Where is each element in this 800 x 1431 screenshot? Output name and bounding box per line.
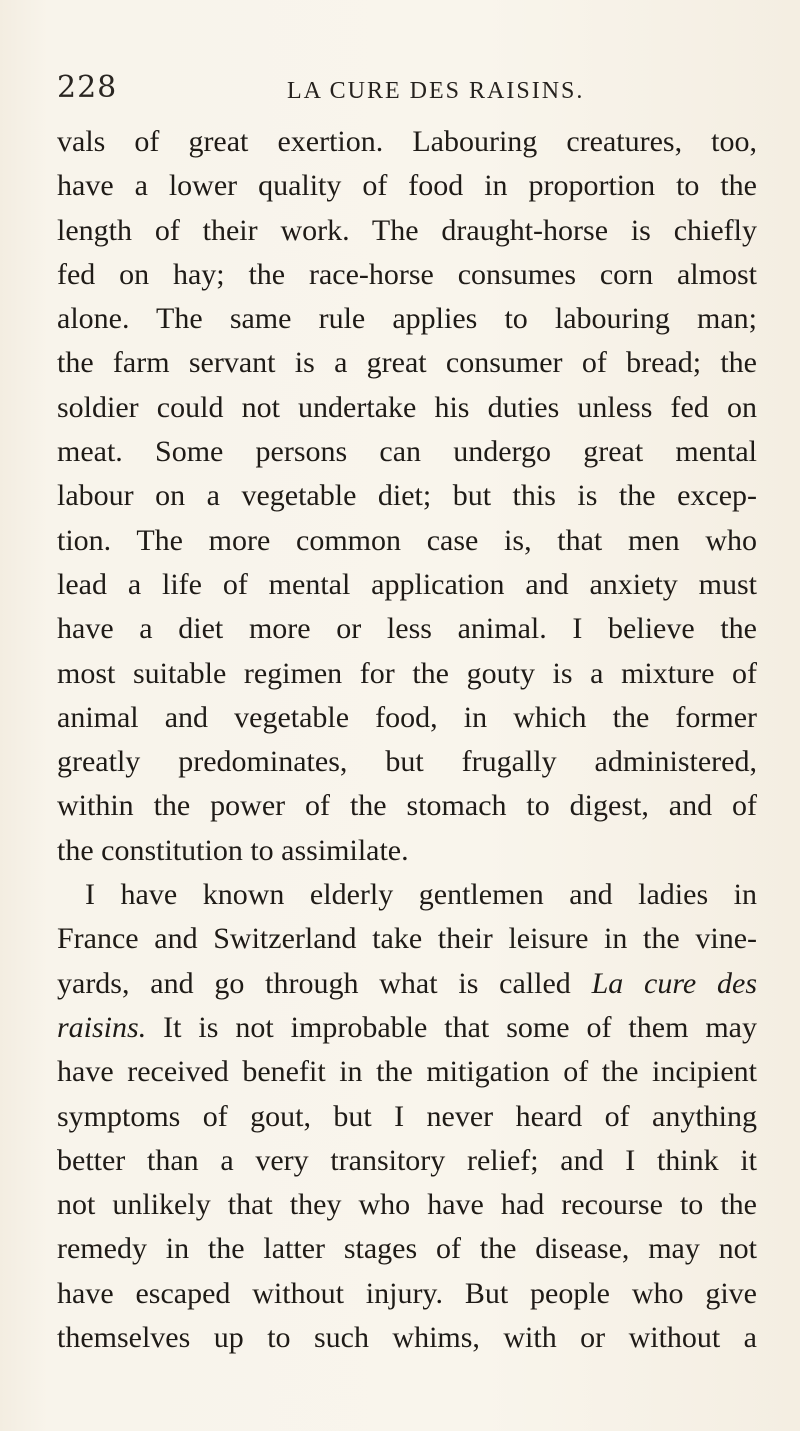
text-line: soldier could not undertake his duties unless fed on bbox=[57, 390, 757, 424]
text-line: greatly predominates, but frugally administered, bbox=[57, 745, 757, 779]
text-line: vals of great exertion. Labouring creatures, too, bbox=[57, 125, 757, 158]
text-line: not unlikely that they who have had recourse to the bbox=[57, 1188, 757, 1222]
text-line: symptoms of gout, but I never heard of anything bbox=[57, 1099, 757, 1133]
text-segment: yards, and go through what is called bbox=[57, 966, 571, 1000]
italic-phrase: raisins. bbox=[57, 1010, 147, 1044]
text-line: meat. Some persons can undergo great mental bbox=[57, 435, 757, 469]
italic-phrase: La cure des bbox=[591, 966, 758, 1000]
text-line: labour on a vegetable diet; but this is the excep- bbox=[57, 479, 757, 513]
text-line: tion. The more common case is, that men who bbox=[57, 523, 757, 557]
running-title: LA CURE DES RAISINS. bbox=[287, 78, 585, 104]
text-line: within the power of the stomach to digest, and of bbox=[57, 789, 757, 823]
text-line: themselves up to such whims, with or without a bbox=[57, 1321, 757, 1355]
body-text bbox=[57, 120, 757, 1360]
text-line: lead a life of mental application and anxiety must bbox=[57, 567, 757, 601]
text-line: remedy in the latter stages of the disease, may not bbox=[57, 1232, 757, 1266]
text-segment: It is not improbable that some of them may bbox=[163, 1010, 757, 1044]
text-line: the constitution to assimilate. bbox=[57, 833, 409, 867]
text-line-with-italic bbox=[57, 962, 757, 1006]
text-line: length of their work. The draught-horse is chiefly bbox=[57, 213, 757, 247]
text-line: the farm servant is a great consumer of bread; the bbox=[57, 346, 757, 380]
text-line: fed on hay; the race-horse consumes corn almost bbox=[57, 257, 757, 291]
text-line-with-italic bbox=[57, 1006, 757, 1050]
text-line: alone. The same rule applies to labouring man; bbox=[57, 302, 757, 336]
text-line: have a lower quality of food in proportion to the bbox=[57, 169, 757, 203]
text-line: have a diet more or less animal. I believe the bbox=[57, 612, 757, 646]
page-number: 228 bbox=[57, 70, 118, 105]
text-line: have received benefit in the mitigation of the incipient bbox=[57, 1055, 757, 1089]
text-line: animal and vegetable food, in which the former bbox=[57, 700, 757, 734]
text-line: I have known elderly gentlemen and ladies in bbox=[85, 878, 757, 912]
text-line: better than a very transitory relief; and I think it bbox=[57, 1143, 757, 1177]
text-line: France and Switzerland take their leisure in the vine- bbox=[57, 922, 757, 956]
text-line: have escaped without injury. But people who give bbox=[57, 1276, 757, 1310]
running-head bbox=[57, 70, 757, 110]
text-line: most suitable regimen for the gouty is a mixture of bbox=[57, 656, 757, 690]
